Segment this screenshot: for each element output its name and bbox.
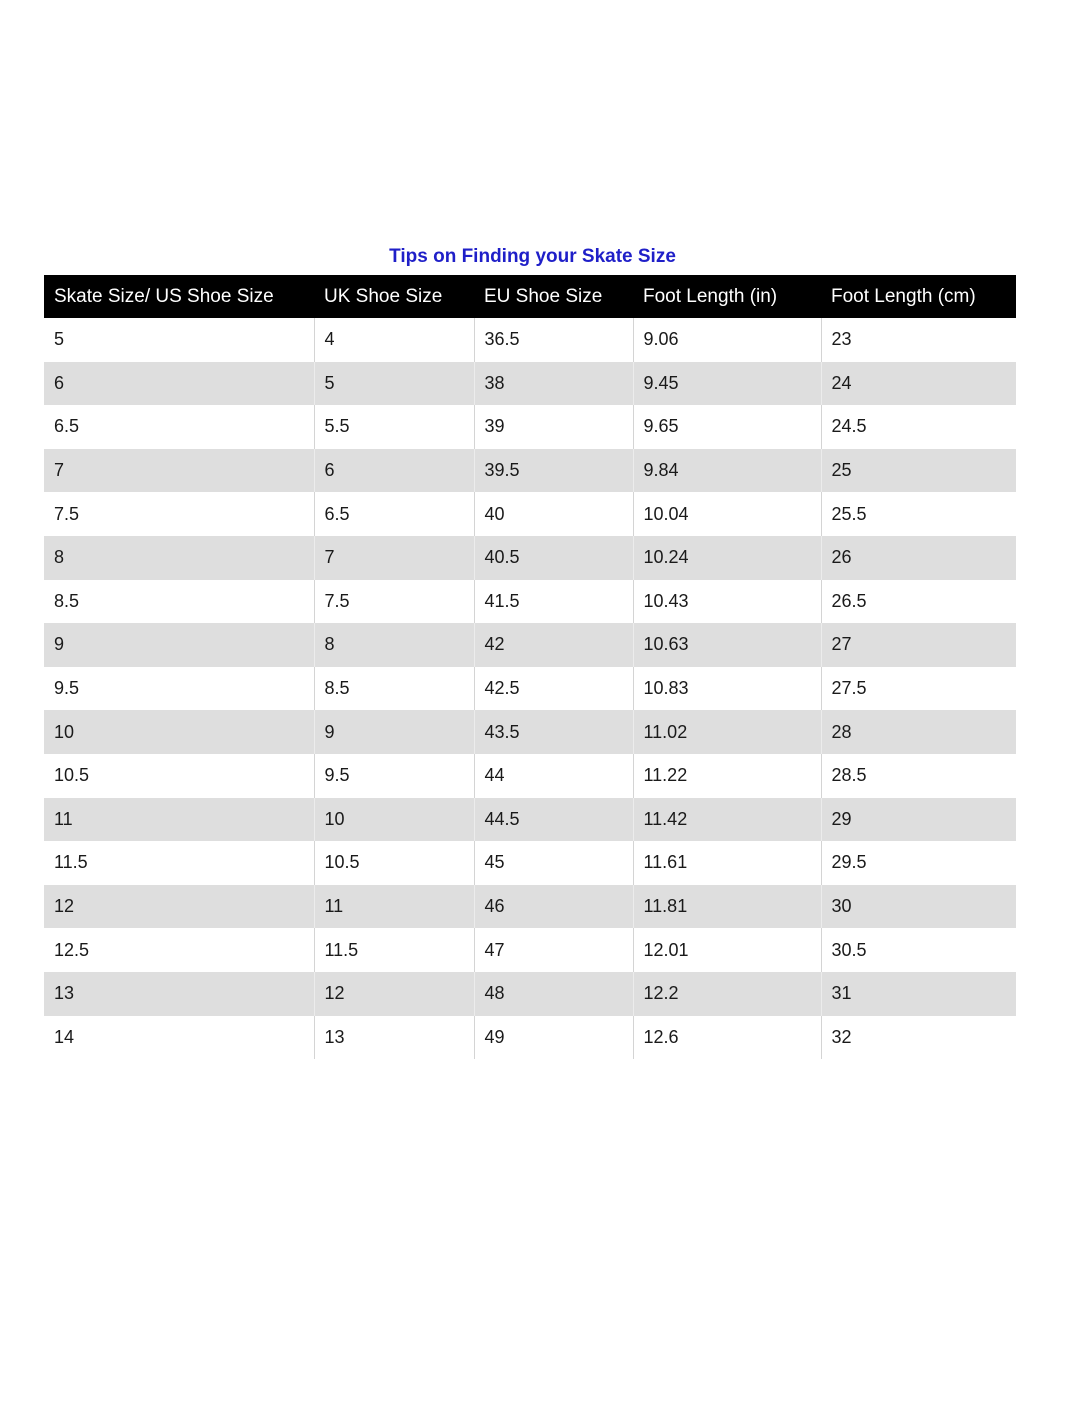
- table-header: [44, 275, 1016, 318]
- cell-skate-us-size: 8: [44, 536, 314, 580]
- table-row: [44, 885, 1016, 929]
- cell-eu-size: 42.5: [474, 667, 633, 711]
- cell-skate-us-size: 8.5: [44, 580, 314, 624]
- cell-foot-length-in: 11.22: [633, 754, 821, 798]
- cell-eu-size: 47: [474, 928, 633, 972]
- cell-uk-size: 6.5: [314, 492, 474, 536]
- cell-uk-size: 13: [314, 1016, 474, 1060]
- cell-foot-length-in: 12.01: [633, 928, 821, 972]
- cell-foot-length-in: 10.04: [633, 492, 821, 536]
- cell-skate-us-size: 9: [44, 623, 314, 667]
- cell-skate-us-size: 14: [44, 1016, 314, 1060]
- cell-eu-size: 40.5: [474, 536, 633, 580]
- cell-foot-length-in: 10.83: [633, 667, 821, 711]
- cell-foot-length-cm: 31: [821, 972, 1016, 1016]
- cell-uk-size: 6: [314, 449, 474, 493]
- table-row: [44, 972, 1016, 1016]
- table-row: [44, 580, 1016, 624]
- cell-foot-length-in: 10.63: [633, 623, 821, 667]
- cell-uk-size: 11.5: [314, 928, 474, 972]
- cell-skate-us-size: 7: [44, 449, 314, 493]
- cell-foot-length-in: 9.06: [633, 318, 821, 362]
- page-title: Tips on Finding your Skate Size: [389, 246, 676, 267]
- cell-skate-us-size: 12.5: [44, 928, 314, 972]
- cell-foot-length-cm: 30: [821, 885, 1016, 929]
- cell-foot-length-cm: 23: [821, 318, 1016, 362]
- table-row: [44, 1016, 1016, 1060]
- table-row: [44, 318, 1016, 362]
- cell-foot-length-cm: 24.5: [821, 405, 1016, 449]
- table-row: [44, 623, 1016, 667]
- cell-uk-size: 7: [314, 536, 474, 580]
- cell-eu-size: 40: [474, 492, 633, 536]
- cell-uk-size: 10.5: [314, 841, 474, 885]
- cell-foot-length-cm: 32: [821, 1016, 1016, 1060]
- cell-uk-size: 9.5: [314, 754, 474, 798]
- cell-foot-length-in: 10.43: [633, 580, 821, 624]
- cell-foot-length-cm: 29.5: [821, 841, 1016, 885]
- cell-skate-us-size: 13: [44, 972, 314, 1016]
- cell-uk-size: 8.5: [314, 667, 474, 711]
- cell-uk-size: 5: [314, 362, 474, 406]
- cell-skate-us-size: 10.5: [44, 754, 314, 798]
- cell-uk-size: 12: [314, 972, 474, 1016]
- cell-uk-size: 4: [314, 318, 474, 362]
- cell-eu-size: 48: [474, 972, 633, 1016]
- cell-skate-us-size: 5: [44, 318, 314, 362]
- cell-foot-length-cm: 25: [821, 449, 1016, 493]
- table-row: [44, 449, 1016, 493]
- table-row: [44, 667, 1016, 711]
- cell-foot-length-in: 11.02: [633, 710, 821, 754]
- cell-uk-size: 9: [314, 710, 474, 754]
- table-row: [44, 928, 1016, 972]
- cell-eu-size: 38: [474, 362, 633, 406]
- table-row: [44, 536, 1016, 580]
- cell-foot-length-in: 11.42: [633, 798, 821, 842]
- header-row: [44, 275, 1016, 318]
- cell-eu-size: 44.5: [474, 798, 633, 842]
- table-row: [44, 754, 1016, 798]
- cell-foot-length-in: 12.6: [633, 1016, 821, 1060]
- cell-foot-length-in: 12.2: [633, 972, 821, 1016]
- cell-foot-length-cm: 25.5: [821, 492, 1016, 536]
- cell-uk-size: 8: [314, 623, 474, 667]
- cell-uk-size: 5.5: [314, 405, 474, 449]
- cell-eu-size: 39.5: [474, 449, 633, 493]
- cell-skate-us-size: 10: [44, 710, 314, 754]
- cell-foot-length-in: 9.45: [633, 362, 821, 406]
- cell-eu-size: 43.5: [474, 710, 633, 754]
- column-header-skate-us-size: Skate Size/ US Shoe Size: [44, 275, 314, 318]
- cell-foot-length-in: 9.84: [633, 449, 821, 493]
- cell-foot-length-in: 9.65: [633, 405, 821, 449]
- table-row: [44, 362, 1016, 406]
- cell-eu-size: 49: [474, 1016, 633, 1060]
- table-row: [44, 798, 1016, 842]
- cell-eu-size: 39: [474, 405, 633, 449]
- cell-foot-length-cm: 26.5: [821, 580, 1016, 624]
- cell-foot-length-cm: 27.5: [821, 667, 1016, 711]
- cell-skate-us-size: 12: [44, 885, 314, 929]
- cell-skate-us-size: 11: [44, 798, 314, 842]
- cell-foot-length-cm: 26: [821, 536, 1016, 580]
- cell-eu-size: 45: [474, 841, 633, 885]
- table-row: [44, 405, 1016, 449]
- column-header-foot-length-cm: Foot Length (cm): [821, 275, 1016, 318]
- cell-eu-size: 36.5: [474, 318, 633, 362]
- column-header-uk-size: UK Shoe Size: [314, 275, 474, 318]
- cell-eu-size: 46: [474, 885, 633, 929]
- cell-skate-us-size: 9.5: [44, 667, 314, 711]
- column-header-eu-size: EU Shoe Size: [474, 275, 633, 318]
- table-row: [44, 710, 1016, 754]
- cell-foot-length-cm: 28.5: [821, 754, 1016, 798]
- cell-foot-length-in: 11.81: [633, 885, 821, 929]
- cell-foot-length-in: 11.61: [633, 841, 821, 885]
- cell-foot-length-cm: 29: [821, 798, 1016, 842]
- table-row: [44, 841, 1016, 885]
- cell-skate-us-size: 6.5: [44, 405, 314, 449]
- cell-foot-length-cm: 27: [821, 623, 1016, 667]
- cell-uk-size: 7.5: [314, 580, 474, 624]
- cell-uk-size: 10: [314, 798, 474, 842]
- cell-skate-us-size: 11.5: [44, 841, 314, 885]
- cell-uk-size: 11: [314, 885, 474, 929]
- skate-size-table: [44, 275, 1016, 1059]
- column-header-foot-length-in: Foot Length (in): [633, 275, 821, 318]
- table-body: [44, 318, 1016, 1059]
- cell-foot-length-cm: 28: [821, 710, 1016, 754]
- cell-foot-length-in: 10.24: [633, 536, 821, 580]
- cell-eu-size: 42: [474, 623, 633, 667]
- cell-foot-length-cm: 24: [821, 362, 1016, 406]
- cell-skate-us-size: 7.5: [44, 492, 314, 536]
- cell-foot-length-cm: 30.5: [821, 928, 1016, 972]
- cell-eu-size: 44: [474, 754, 633, 798]
- cell-skate-us-size: 6: [44, 362, 314, 406]
- cell-eu-size: 41.5: [474, 580, 633, 624]
- table-row: [44, 492, 1016, 536]
